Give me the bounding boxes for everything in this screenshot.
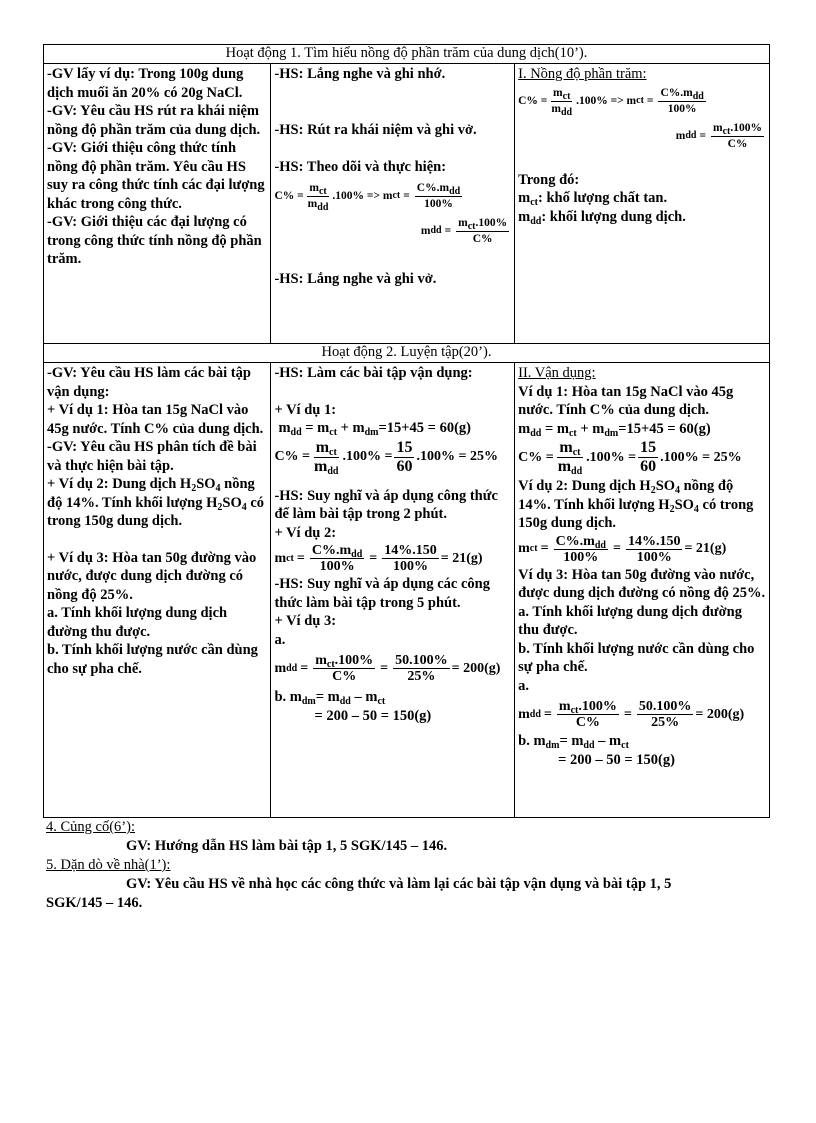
activity1-notes-cell (515, 64, 770, 344)
notes-ex3a: a. Tính khối lượng dung dịch đường thu được. (518, 603, 742, 638)
activity1-gv-1: -GV lấy ví dụ: Trong 100g dung dịch muối ăn 20% có 20g NaCl. (47, 66, 244, 101)
activity1-hs-3: -HS: Theo dõi và thực hiện: (274, 159, 447, 175)
section-4-title: 4. Củng cố(6’): (46, 819, 135, 835)
section-4-text: GV: Hướng dẫn HS làm bài tập 1, 5 SGK/145 – 146. (126, 838, 448, 854)
activity2-gv-2: + Ví dụ 1: Hòa tan 15g NaCl vào 45g nước. Tính C% của dung dịch. (47, 402, 264, 437)
notes-a: a. (518, 677, 529, 694)
activity2-gv-5: + Ví dụ 3: Hòa tan 50g đường vào nước, được dung dịch đường có nồng độ 25%. (47, 549, 257, 603)
notes-ex3-calc: m dd = $\frac{m_{ct}.100\%}{C\%}$ = $\frac{50.100\%}{25\%}$ = 200(g) (518, 699, 745, 730)
notes-mdd-sum: $m_{dd} = m_{ct} + m_{dm}=15+45 = 60(g)$ (518, 420, 711, 439)
activity2-gv-1: -GV: Yêu cầu HS làm các bài tập vận dụng: (47, 365, 251, 400)
activity1-gv-2: -GV: Yêu cầu HS rút ra khái niệm nồng độ phần trăm của dung dịch. (47, 103, 261, 138)
notes-ex2-calc: m ct = $\frac{C\%.m_{dd}}{100\%}$ = $\frac{14\%.150}{100\%}$ = 21(g) (518, 533, 727, 565)
activity2-hs-4: + Ví dụ 2: (274, 524, 337, 541)
notes-ex3b: b. Tính khối lượng nước cần dùng cho sự pha chế. (518, 640, 755, 675)
activity1-gv-3: -GV: Giới thiệu công thức tính nồng độ phần trăm. Yêu cầu HS suy ra công thức tính các đại lượng khác trong công thức. (47, 140, 265, 212)
def-mdd: $m_{dd}$: khối lượng dung dịch. (518, 208, 686, 227)
section-5-text: GV: Yêu cầu HS về nhà học các công thức và làm lại các bài tập vận dụng và bài tập 1, 5 (126, 876, 672, 892)
where-label: Trong đó: (518, 171, 580, 188)
activity2-gv-4: + Ví dụ 2: Dung dịch $H_2SO_4$ nồng độ 14%. Tính khối lượng $H_2SO_4$ có trong 150g dung dịch. (47, 476, 265, 529)
notes-b-line2: = 200 – 50 = 150(g) (558, 751, 675, 768)
activity1-gv-4: -GV: Giới thiệu các đại lượng có trong công thức tính nồng độ phần trăm. (47, 214, 262, 267)
section-5-text-2: SGK/145 – 146. (46, 895, 143, 911)
notes-title-2: II. Vận dụng: (518, 365, 596, 381)
notes-ex2: Ví dụ 2: Dung dịch $H_2SO_4$ nồng độ 14%. Tính khối lượng $H_2SO_4$ có trong 150g dung dịch. (518, 478, 754, 531)
hs-formula-line1: C% = $\frac{m_{ct}}{m_{dd}}$ .100% => m ct = $\frac{C\%.m_{dd}}{100\%}$ (274, 181, 461, 213)
activity2-gv-7: b. Tính khối lượng nước cần dùng cho sự pha chế. (47, 642, 258, 677)
activity1-hs-2: -HS: Rút ra khái niệm và ghi vở. (274, 121, 477, 138)
activity2-hs-5: -HS: Suy nghĩ và áp dụng các công thức làm bài tập trong 5 phút. (274, 576, 490, 611)
hs-ex3-b-line2: = 200 – 50 = 150(g) (314, 707, 432, 724)
notes-formula-line1: C% = $\frac{m_{ct}}{m_{dd}}$ .100% => m ct = $\frac{C\%.m_{dd}}{100\%}$ (518, 86, 704, 118)
notes-ex1: Ví dụ 1: Hòa tan 15g NaCl vào 45g nước. Tính C% của dung dịch. (518, 383, 734, 418)
activity2-student-cell (271, 363, 515, 818)
hs-ex3-calc: m dd = $\frac{m_{ct}.100\%}{C\%}$ = $\frac{50.100\%}{25\%}$ = 200(g) (274, 653, 501, 684)
section-5-title: 5. Dặn dò về nhà(1’): (46, 857, 171, 873)
notes-formula-line2: m dd = $\frac{m_{ct}.100\%}{C\%}$ (675, 121, 762, 150)
activity2-header: Hoạt động 2. Luyện tập(20’). (44, 344, 770, 363)
activity2-teacher-cell (44, 363, 271, 818)
notes-b-line1: b. $m_{dm}= m_{dd} - m_{ct}$ (518, 733, 629, 751)
activity2-hs-1: -HS: Làm các bài tập vận dụng: (274, 365, 473, 381)
activity2-hs-7: a. (274, 631, 286, 648)
activity2-hs-2: + Ví dụ 1: (274, 401, 337, 418)
activity2-hs-3: -HS: Suy nghĩ và áp dụng công thức để làm bài tập trong 2 phút. (274, 487, 498, 522)
activity1-hs-4: -HS: Lắng nghe và ghi vở. (274, 270, 437, 287)
notes-ex1-calc: C% = $\frac{m_{ct}}{m_{dd}}$ .100% = $\frac{15}{60}$ .100% = 25% (518, 439, 742, 477)
hs-mdd-sum: $m_{dd} = m_{ct} + m_{dm}=15+45 = 60(g)$ (278, 420, 471, 438)
def-mct: $m_{ct}$: khố lượng chất tan. (518, 190, 668, 208)
notes-title-1: I. Nồng độ phần trăm: (518, 66, 647, 82)
activity2-gv-3: -GV: Yêu cầu HS phân tích đề bài và thực hiện bài tập. (47, 439, 257, 474)
activity1-hs-1: -HS: Lắng nghe và ghi nhớ. (274, 66, 446, 82)
activity2-notes-cell (515, 363, 770, 818)
hs-formula-line2: m dd = $\frac{m_{ct}.100\%}{C\%}$ (420, 216, 508, 245)
hs-ex1-calc: C% = $\frac{m_{ct}}{m_{dd}}$ .100% = $\frac{15}{60}$ .100% = 25% (274, 438, 498, 477)
lesson-table (43, 44, 770, 818)
section-4 (46, 818, 770, 913)
hs-ex2-calc: m ct = $\frac{C\%.m_{dd}}{100\%}$ = $\frac{14\%.150}{100\%}$ = 21(g) (274, 543, 483, 574)
activity2-gv-6: a. Tính khối lượng dung dịch đường thu được. (47, 605, 228, 640)
activity1-teacher-cell (44, 64, 271, 344)
lesson-page (43, 44, 770, 913)
activity1-student-cell (271, 64, 515, 344)
hs-ex3-b-line1: b. $m_{dm}= m_{dd} - m_{ct}$ (274, 689, 386, 707)
activity2-hs-6: + Ví dụ 3: (274, 613, 337, 629)
notes-ex3: Ví dụ 3: Hòa tan 50g đường vào nước, được dung dịch đường có nồng độ 25%. (518, 566, 766, 601)
activity1-header: Hoạt động 1. Tìm hiểu nồng độ phần trăm của dung dịch(10’). (44, 45, 770, 64)
